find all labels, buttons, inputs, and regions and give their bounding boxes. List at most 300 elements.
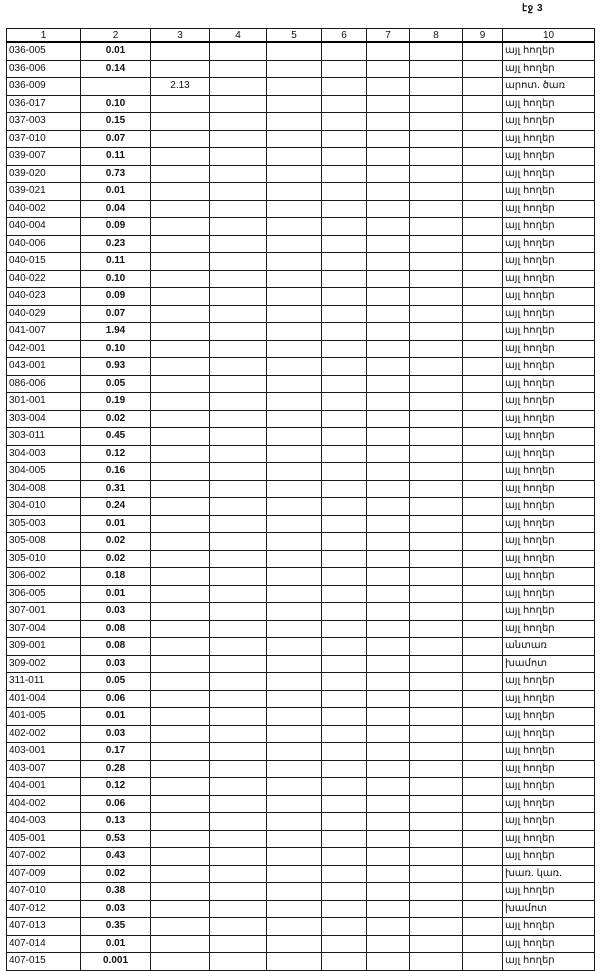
table-row [7, 620, 595, 638]
parcel-code-cell: 040-004 [7, 218, 81, 236]
empty-cell [463, 218, 503, 236]
parcel-code-cell: 043-001 [7, 358, 81, 376]
empty-cell [267, 428, 322, 446]
empty-cell [210, 743, 267, 761]
empty-cell [210, 218, 267, 236]
area-value-cell: 0.01 [81, 708, 151, 726]
column-3-cell [151, 778, 210, 796]
land-type-cell: այլ հողեր [503, 690, 595, 708]
table-row [7, 830, 595, 848]
parcel-code-cell: 086-006 [7, 375, 81, 393]
empty-cell [463, 865, 503, 883]
area-value-cell: 0.06 [81, 795, 151, 813]
empty-cell [463, 550, 503, 568]
empty-cell [267, 375, 322, 393]
column-header: 5 [267, 29, 322, 43]
empty-cell [463, 270, 503, 288]
empty-cell [210, 375, 267, 393]
empty-cell [410, 603, 463, 621]
parcel-code-cell: 041-007 [7, 323, 81, 341]
empty-cell [463, 638, 503, 656]
column-3-cell [151, 760, 210, 778]
empty-cell [210, 305, 267, 323]
empty-cell [322, 620, 367, 638]
table-row [7, 95, 595, 113]
land-type-cell: այլ հողեր [503, 130, 595, 148]
empty-cell [210, 813, 267, 831]
empty-cell [463, 883, 503, 901]
table-row [7, 515, 595, 533]
land-type-cell: այլ հողեր [503, 568, 595, 586]
land-type-cell: այլ հողեր [503, 60, 595, 78]
empty-cell [463, 795, 503, 813]
empty-cell [322, 288, 367, 306]
empty-cell [210, 760, 267, 778]
empty-cell [267, 900, 322, 918]
land-type-cell: այլ հողեր [503, 830, 595, 848]
empty-cell [367, 358, 410, 376]
empty-cell [410, 743, 463, 761]
empty-cell [267, 463, 322, 481]
empty-cell [410, 130, 463, 148]
area-value-cell: 0.03 [81, 900, 151, 918]
empty-cell [267, 638, 322, 656]
land-type-cell: այլ հողեր [503, 795, 595, 813]
column-3-cell [151, 935, 210, 953]
empty-cell [410, 813, 463, 831]
land-type-cell: այլ հողեր [503, 603, 595, 621]
area-value-cell: 0.35 [81, 918, 151, 936]
land-type-cell: այլ հողեր [503, 183, 595, 201]
parcel-code-cell: 303-011 [7, 428, 81, 446]
empty-cell [463, 463, 503, 481]
empty-cell [322, 795, 367, 813]
empty-cell [322, 883, 367, 901]
parcel-code-cell: 305-003 [7, 515, 81, 533]
empty-cell [210, 95, 267, 113]
empty-cell [410, 953, 463, 971]
empty-cell [410, 183, 463, 201]
table-row [7, 760, 595, 778]
empty-cell [322, 323, 367, 341]
empty-cell [210, 603, 267, 621]
empty-cell [367, 620, 410, 638]
empty-cell [367, 655, 410, 673]
empty-cell [267, 165, 322, 183]
empty-cell [463, 900, 503, 918]
empty-cell [367, 673, 410, 691]
empty-cell [210, 638, 267, 656]
empty-cell [210, 708, 267, 726]
empty-cell [267, 95, 322, 113]
column-3-cell [151, 550, 210, 568]
empty-cell [267, 568, 322, 586]
empty-cell [267, 655, 322, 673]
table-row [7, 288, 595, 306]
land-type-cell: անտառ [503, 638, 595, 656]
table-row [7, 655, 595, 673]
area-value-cell: 0.12 [81, 445, 151, 463]
empty-cell [463, 410, 503, 428]
area-value-cell: 0.03 [81, 603, 151, 621]
land-type-cell: այլ հողեր [503, 515, 595, 533]
column-3-cell [151, 445, 210, 463]
column-header: 2 [81, 29, 151, 43]
empty-cell [463, 445, 503, 463]
empty-cell [367, 550, 410, 568]
empty-cell [322, 848, 367, 866]
empty-cell [463, 830, 503, 848]
empty-cell [410, 900, 463, 918]
empty-cell [367, 42, 410, 60]
empty-cell [210, 480, 267, 498]
land-type-cell: խամոտ [503, 900, 595, 918]
parcel-code-cell: 304-003 [7, 445, 81, 463]
empty-cell [267, 42, 322, 60]
area-value-cell: 0.10 [81, 270, 151, 288]
parcel-code-cell: 407-013 [7, 918, 81, 936]
empty-cell [410, 533, 463, 551]
empty-cell [267, 218, 322, 236]
table-row [7, 340, 595, 358]
table-row [7, 428, 595, 446]
empty-cell [410, 358, 463, 376]
column-header: 7 [367, 29, 410, 43]
column-3-cell [151, 393, 210, 411]
empty-cell [267, 183, 322, 201]
empty-cell [463, 130, 503, 148]
parcel-code-cell: 407-014 [7, 935, 81, 953]
column-3-cell [151, 620, 210, 638]
empty-cell [463, 393, 503, 411]
empty-cell [463, 690, 503, 708]
area-value-cell: 0.09 [81, 288, 151, 306]
table-row [7, 148, 595, 166]
empty-cell [322, 900, 367, 918]
land-type-cell: այլ հողեր [503, 498, 595, 516]
area-value-cell: 0.17 [81, 743, 151, 761]
area-value-cell: 0.38 [81, 883, 151, 901]
parcel-code-cell: 301-001 [7, 393, 81, 411]
column-3-cell [151, 603, 210, 621]
table-row [7, 393, 595, 411]
empty-cell [322, 428, 367, 446]
column-3-cell [151, 148, 210, 166]
empty-cell [463, 60, 503, 78]
empty-cell [367, 183, 410, 201]
area-value-cell: 0.01 [81, 42, 151, 60]
empty-cell [322, 953, 367, 971]
land-type-cell: այլ հողեր [503, 813, 595, 831]
column-3-cell [151, 165, 210, 183]
area-value-cell: 0.06 [81, 690, 151, 708]
parcel-code-cell: 304-008 [7, 480, 81, 498]
empty-cell [267, 830, 322, 848]
empty-cell [210, 550, 267, 568]
empty-cell [367, 690, 410, 708]
empty-cell [367, 498, 410, 516]
table-row [7, 690, 595, 708]
land-type-cell: այլ հողեր [503, 550, 595, 568]
empty-cell [210, 183, 267, 201]
empty-cell [267, 498, 322, 516]
empty-cell [210, 953, 267, 971]
empty-cell [322, 113, 367, 131]
empty-cell [410, 288, 463, 306]
table-row [7, 778, 595, 796]
empty-cell [463, 760, 503, 778]
empty-cell [322, 130, 367, 148]
empty-cell [322, 235, 367, 253]
parcel-code-cell: 407-012 [7, 900, 81, 918]
empty-cell [367, 743, 410, 761]
empty-cell [210, 42, 267, 60]
parcel-code-cell: 039-020 [7, 165, 81, 183]
empty-cell [322, 463, 367, 481]
empty-cell [210, 148, 267, 166]
parcel-code-cell: 040-029 [7, 305, 81, 323]
land-type-cell: այլ հողեր [503, 778, 595, 796]
empty-cell [322, 498, 367, 516]
land-type-cell: այլ հողեր [503, 445, 595, 463]
empty-cell [210, 620, 267, 638]
land-type-cell: այլ հողեր [503, 42, 595, 60]
empty-cell [322, 743, 367, 761]
empty-cell [210, 795, 267, 813]
land-type-cell: այլ հողեր [503, 673, 595, 691]
empty-cell [322, 393, 367, 411]
column-3-cell [151, 358, 210, 376]
empty-cell [410, 638, 463, 656]
empty-cell [210, 393, 267, 411]
parcel-code-cell: 036-009 [7, 78, 81, 96]
land-type-cell: այլ հողեր [503, 305, 595, 323]
land-type-cell: այլ հողեր [503, 463, 595, 481]
empty-cell [367, 375, 410, 393]
empty-cell [410, 673, 463, 691]
empty-cell [410, 760, 463, 778]
empty-cell [463, 78, 503, 96]
area-value-cell: 0.31 [81, 480, 151, 498]
empty-cell [267, 358, 322, 376]
column-header: 9 [463, 29, 503, 43]
column-3-cell [151, 638, 210, 656]
empty-cell [463, 533, 503, 551]
land-type-cell: այլ հողեր [503, 935, 595, 953]
empty-cell [367, 935, 410, 953]
empty-cell [410, 445, 463, 463]
parcel-code-cell: 407-015 [7, 953, 81, 971]
empty-cell [322, 165, 367, 183]
land-type-cell: այլ հողեր [503, 848, 595, 866]
empty-cell [267, 708, 322, 726]
empty-cell [410, 690, 463, 708]
area-value-cell: 0.23 [81, 235, 151, 253]
area-value-cell: 0.15 [81, 113, 151, 131]
parcel-code-cell: 040-015 [7, 253, 81, 271]
parcel-code-cell: 404-002 [7, 795, 81, 813]
empty-cell [210, 655, 267, 673]
area-value-cell: 0.01 [81, 183, 151, 201]
empty-cell [210, 428, 267, 446]
empty-cell [322, 568, 367, 586]
empty-cell [322, 655, 367, 673]
area-value-cell: 0.14 [81, 60, 151, 78]
empty-cell [367, 165, 410, 183]
empty-cell [210, 533, 267, 551]
parcel-code-cell: 407-002 [7, 848, 81, 866]
land-type-cell: այլ հողեր [503, 165, 595, 183]
parcel-code-cell: 303-004 [7, 410, 81, 428]
area-value-cell: 0.45 [81, 428, 151, 446]
empty-cell [463, 620, 503, 638]
empty-cell [410, 340, 463, 358]
empty-cell [463, 725, 503, 743]
column-3-cell [151, 848, 210, 866]
column-3-cell [151, 60, 210, 78]
table-row [7, 883, 595, 901]
column-header: 6 [322, 29, 367, 43]
column-3-cell [151, 795, 210, 813]
column-3-cell [151, 463, 210, 481]
empty-cell [410, 410, 463, 428]
empty-cell [322, 218, 367, 236]
empty-cell [410, 848, 463, 866]
empty-cell [367, 480, 410, 498]
empty-cell [210, 865, 267, 883]
empty-cell [367, 270, 410, 288]
table-row [7, 638, 595, 656]
table-row [7, 935, 595, 953]
area-value-cell: 0.02 [81, 550, 151, 568]
column-3-cell [151, 113, 210, 131]
empty-cell [267, 288, 322, 306]
table-row [7, 235, 595, 253]
empty-cell [267, 690, 322, 708]
parcel-code-cell: 040-022 [7, 270, 81, 288]
empty-cell [367, 130, 410, 148]
empty-cell [463, 148, 503, 166]
parcel-code-cell: 309-001 [7, 638, 81, 656]
empty-cell [267, 323, 322, 341]
empty-cell [410, 778, 463, 796]
column-3-cell [151, 708, 210, 726]
empty-cell [322, 410, 367, 428]
parcel-code-cell: 407-009 [7, 865, 81, 883]
empty-cell [410, 305, 463, 323]
empty-cell [267, 725, 322, 743]
empty-cell [463, 428, 503, 446]
empty-cell [210, 60, 267, 78]
land-type-cell: այլ հողեր [503, 253, 595, 271]
table-row [7, 550, 595, 568]
empty-cell [210, 445, 267, 463]
empty-cell [410, 725, 463, 743]
parcel-code-cell: 404-003 [7, 813, 81, 831]
table-row [7, 253, 595, 271]
land-type-cell: այլ հողեր [503, 533, 595, 551]
empty-cell [322, 935, 367, 953]
column-3-cell [151, 900, 210, 918]
empty-cell [463, 673, 503, 691]
column-3-cell [151, 918, 210, 936]
empty-cell [367, 148, 410, 166]
empty-cell [367, 708, 410, 726]
empty-cell [367, 760, 410, 778]
empty-cell [410, 568, 463, 586]
empty-cell [367, 60, 410, 78]
column-3-cell [151, 253, 210, 271]
table-row [7, 358, 595, 376]
empty-cell [267, 305, 322, 323]
parcel-code-cell: 036-005 [7, 42, 81, 60]
parcel-code-cell: 037-010 [7, 130, 81, 148]
empty-cell [267, 935, 322, 953]
empty-cell [463, 568, 503, 586]
empty-cell [367, 725, 410, 743]
empty-cell [367, 918, 410, 936]
table-row [7, 673, 595, 691]
area-value-cell: 0.02 [81, 533, 151, 551]
empty-cell [410, 218, 463, 236]
empty-cell [322, 550, 367, 568]
empty-cell [367, 533, 410, 551]
empty-cell [410, 883, 463, 901]
empty-cell [463, 708, 503, 726]
empty-cell [410, 270, 463, 288]
land-type-cell: այլ հողեր [503, 288, 595, 306]
empty-cell [210, 270, 267, 288]
table-row [7, 795, 595, 813]
empty-cell [367, 778, 410, 796]
column-3-cell [151, 428, 210, 446]
empty-cell [267, 760, 322, 778]
area-value-cell: 0.93 [81, 358, 151, 376]
empty-cell [410, 865, 463, 883]
column-3-cell [151, 183, 210, 201]
empty-cell [210, 830, 267, 848]
empty-cell [322, 690, 367, 708]
empty-cell [322, 375, 367, 393]
parcel-code-cell: 306-005 [7, 585, 81, 603]
empty-cell [367, 305, 410, 323]
empty-cell [410, 550, 463, 568]
column-3-cell [151, 865, 210, 883]
land-type-cell: այլ հողեր [503, 725, 595, 743]
empty-cell [367, 410, 410, 428]
empty-cell [463, 935, 503, 953]
empty-cell [210, 725, 267, 743]
empty-cell [322, 480, 367, 498]
empty-cell [463, 305, 503, 323]
column-3-cell [151, 813, 210, 831]
empty-cell [210, 78, 267, 96]
empty-cell [410, 113, 463, 131]
area-value-cell: 0.18 [81, 568, 151, 586]
empty-cell [267, 113, 322, 131]
empty-cell [410, 200, 463, 218]
land-type-cell: այլ հողեր [503, 410, 595, 428]
empty-cell [410, 42, 463, 60]
column-3-cell [151, 480, 210, 498]
header-row [7, 29, 595, 43]
column-3-cell: 2.13 [151, 78, 210, 96]
empty-cell [267, 953, 322, 971]
area-value-cell: 0.12 [81, 778, 151, 796]
empty-cell [410, 655, 463, 673]
column-3-cell [151, 270, 210, 288]
empty-cell [463, 358, 503, 376]
